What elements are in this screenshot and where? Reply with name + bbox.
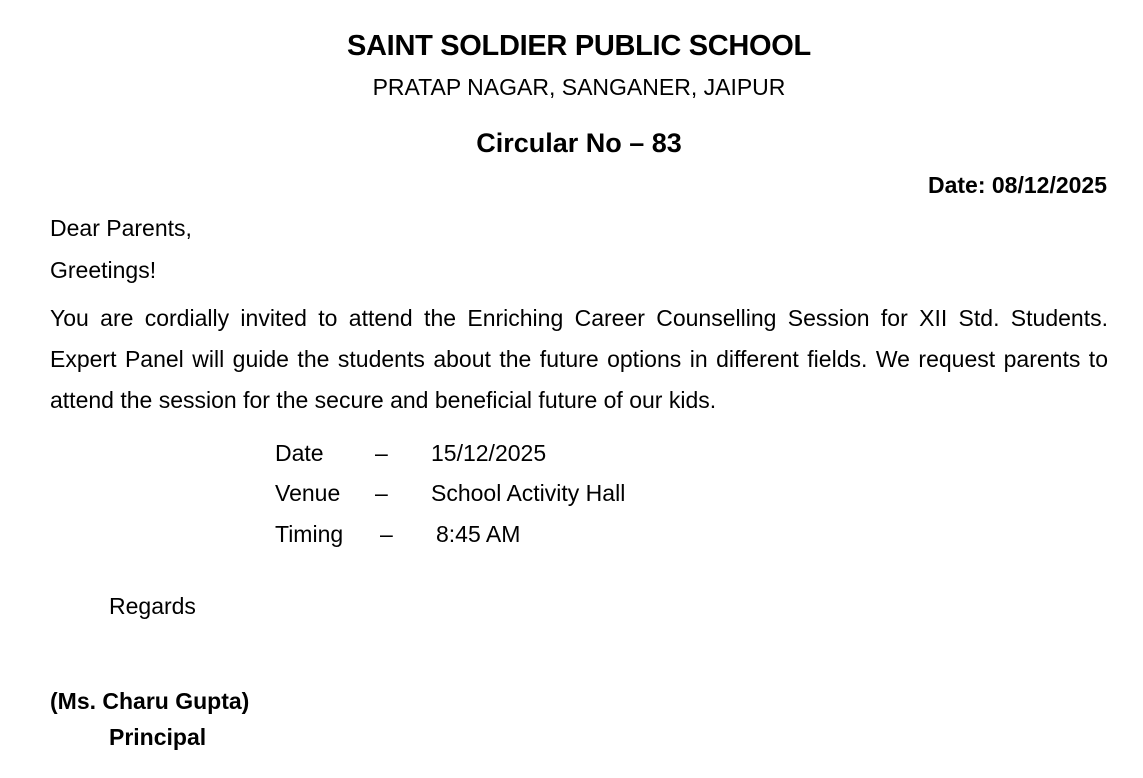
detail-row-timing <box>275 514 625 555</box>
detail-value: 15/12/2025 <box>431 439 547 466</box>
detail-row-date <box>275 433 625 474</box>
circular-date: Date: 08/12/2025 <box>927 172 1107 198</box>
detail-separator: – <box>375 480 388 507</box>
school-address: PRATAP NAGAR, SANGANER, JAIPUR <box>372 74 786 100</box>
circular-number: Circular No – 83 <box>476 128 682 158</box>
detail-separator: – <box>380 520 393 547</box>
detail-label: Date <box>275 439 324 466</box>
body-paragraph: You are cordially invited to attend the Enriching Career Counselling Session for XII Std. Students. Expert Panel will guide the students about the future options in different fields. We request parents to attend the session for the secure and beneficial future of our kids. <box>50 305 1108 413</box>
greeting: Greetings! <box>50 257 157 283</box>
detail-value: 8:45 AM <box>436 520 521 547</box>
signatory-name: (Ms. Charu Gupta) <box>50 688 250 714</box>
detail-value: School Activity Hall <box>431 480 626 507</box>
regards: Regards <box>109 593 196 619</box>
signatory-title: Principal <box>109 724 207 750</box>
salutation: Dear Parents, <box>50 215 192 241</box>
detail-separator: – <box>375 439 388 466</box>
school-name: SAINT SOLDIER PUBLIC SCHOOL <box>347 30 811 62</box>
detail-row-venue <box>275 474 625 515</box>
detail-label: Venue <box>275 480 341 507</box>
detail-label: Timing <box>275 520 344 547</box>
event-details <box>275 433 625 555</box>
